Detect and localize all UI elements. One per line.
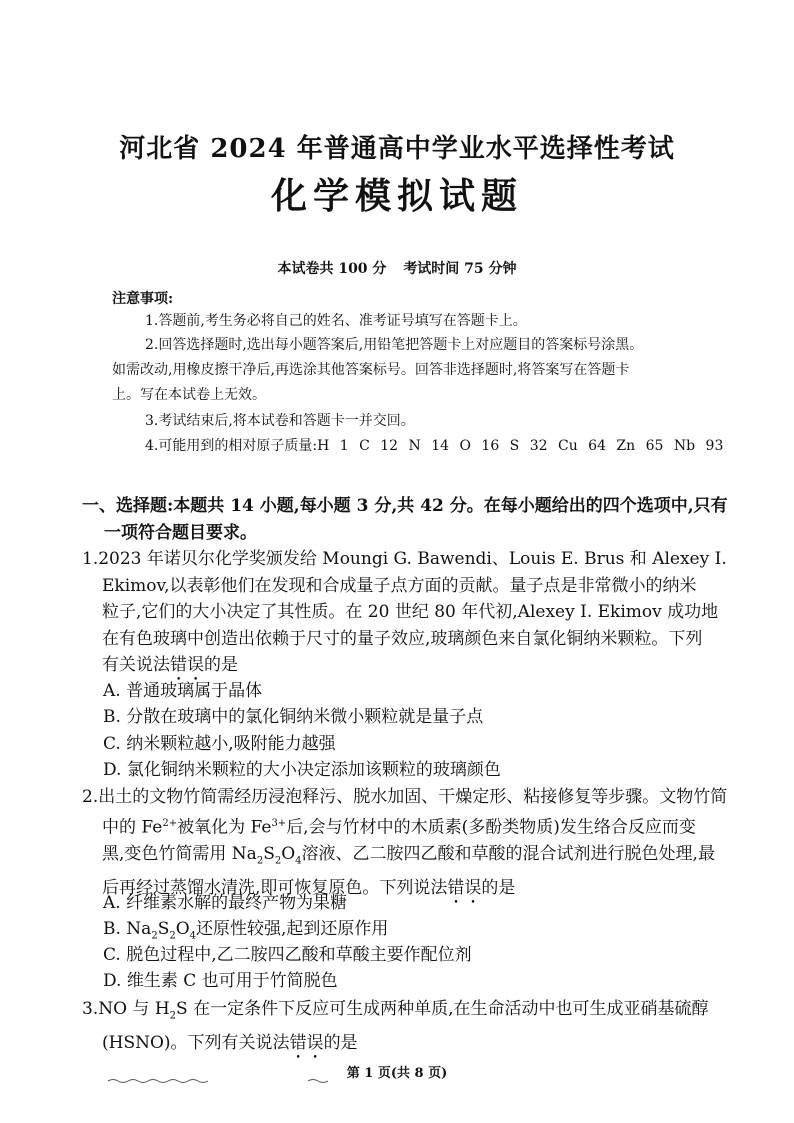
note-2a: 2.回答选择题时,选出每小题答案后,用铅笔把答题卡上对应题目的答案标号涂黑。 — [145, 337, 644, 353]
q2-sub: 2 — [256, 855, 264, 867]
page-number: 第 1 页(共 8 页) — [346, 1066, 448, 1081]
q3-sub: 2 — [169, 1010, 177, 1022]
q1-option-a: A. 普通玻璃属于晶体 — [103, 681, 263, 701]
q2-sub: 4 — [295, 855, 302, 867]
q2-emphasis: 错误 — [447, 877, 482, 898]
score-info: 本试卷共 100 分 — [277, 261, 387, 277]
q1-emphasis: 错误 — [170, 655, 204, 675]
q2-text: 被氧化为 Fe — [177, 817, 272, 838]
q2-text: 溶液、乙二胺四乙酸和草酸的混合试剂进行脱色处理,最 — [301, 843, 715, 864]
q2-text: 后,会与竹材中的木质素(多酚类物质)发生络合反应而变 — [286, 817, 696, 838]
q1-stem-text: 有关说法 — [102, 655, 170, 675]
note-2c: 上。写在本试卷上无效。 — [112, 387, 266, 403]
q3-line2 — [82, 1030, 762, 1063]
note-2b: 如需改动,用橡皮擦干净后,再选涂其他答案标号。回答非选择题时,将答案写在答题卡 — [112, 362, 630, 378]
q1-stem-end: 的是 — [204, 655, 238, 675]
note-4: 4.可能用到的相对原子质量:H 1 C 12 N 14 O 16 S 32 Cu 64 Zn 65 Nb 93 — [145, 438, 724, 454]
q1-line2: Ekimov,以表彰他们在发现和合成量子点方面的贡献。量子点是非常微小的纳米 — [102, 575, 697, 596]
q2-text: 中的 Fe — [102, 817, 163, 838]
q1-line3: 粒子,它们的大小决定了其性质。在 20 世纪 80 年代初,Alexey I. Ekimov 成功地 — [102, 602, 719, 622]
q3-emphasis: 错误 — [289, 1032, 324, 1053]
q2-b-sub: 2 — [169, 930, 176, 942]
q2-b-text: O — [175, 919, 190, 939]
q2-b-text: B. Na — [103, 919, 152, 939]
section-heading — [82, 493, 762, 547]
q2-text: S — [263, 843, 275, 864]
section-line2: 一项符合题目要求。 — [104, 523, 257, 543]
q2-sup: 3+ — [271, 817, 287, 829]
q2-option-c: C. 脱色过程中,乙二胺四乙酸和草酸主要作配位剂 — [103, 945, 472, 965]
q2-option-d: D. 维生素 C 也可用于竹简脱色 — [103, 971, 338, 991]
q2-text: 的是 — [481, 877, 516, 898]
note-1: 1.答题前,考生务必将自己的姓名、准考证号填写在答题卡上。 — [145, 313, 527, 329]
q3-text: 3.NO 与 H — [82, 999, 170, 1019]
footer-wavy-line — [108, 1078, 328, 1084]
q2-line1: 2.出土的文物竹简需经历浸泡释污、脱水加固、干燥定形、粘接修复等步骤。文物竹简 — [82, 787, 728, 807]
q3-line1 — [82, 996, 762, 1030]
q2-sub: 2 — [274, 855, 282, 867]
q3-text: (HSNO)。下列有关说法 — [102, 1032, 290, 1053]
question-3 — [82, 996, 762, 1063]
exam-title-line2: 化学模拟试题 — [270, 175, 523, 217]
question-1 — [82, 546, 762, 685]
q1-option-b: B. 分散在玻璃中的氯化铜纳米微小颗粒就是量子点 — [103, 707, 484, 727]
q2-text: O — [281, 843, 296, 864]
q2-line2 — [82, 811, 762, 841]
exam-title-line1: 河北省 2024 年普通高中学业水平选择性考试 — [119, 134, 675, 164]
q3-text: S 在一定条件下反应可生成两种单质,在生命活动中也可生成亚硝基硫醇 — [176, 999, 709, 1019]
question-2 — [82, 784, 762, 908]
q2-option-a: A. 纤维素水解的最终产物为果糖 — [103, 893, 348, 913]
q2-sup: 2+ — [162, 817, 178, 829]
section-line1: 一、选择题:本题共 14 小题,每小题 3 分,共 42 分。在每小题给出的四个选项中,只有 — [82, 496, 728, 516]
q1-line4: 在有色玻璃中创造出依赖于尺寸的量子效应,玻璃颜色来自氯化铜纳米颗粒。下列 — [102, 628, 703, 649]
q2-b-sub: 4 — [189, 930, 197, 942]
q1-option-c: C. 纳米颗粒越小,吸附能力越强 — [103, 734, 336, 754]
q1-line1: 1.2023 年诺贝尔化学奖颁发给 Moungi G. Bawendi、Louis E. Brus 和 Alexey I. — [82, 549, 727, 569]
q2-line3 — [82, 841, 762, 875]
note-3: 3.考试结束后,将本试卷和答题卡一并交回。 — [145, 413, 415, 429]
q2-b-text: 还原性较强,起到还原作用 — [196, 919, 389, 939]
time-info: 考试时间 75 分钟 — [403, 261, 517, 277]
q3-text: 的是 — [323, 1032, 358, 1053]
q2-text: 黑,变色竹简需用 Na — [102, 843, 257, 864]
notes-heading: 注意事项: — [112, 291, 174, 307]
q1-option-d: D. 氯化铜纳米颗粒的大小决定添加该颗粒的玻璃颜色 — [103, 760, 501, 780]
q2-b-sub: 2 — [151, 930, 158, 942]
q2-text: 后再经过蒸馏水清洗,即可恢复原色。下列说法 — [102, 877, 448, 898]
q2-b-text: S — [157, 919, 170, 939]
exam-info — [0, 258, 794, 278]
